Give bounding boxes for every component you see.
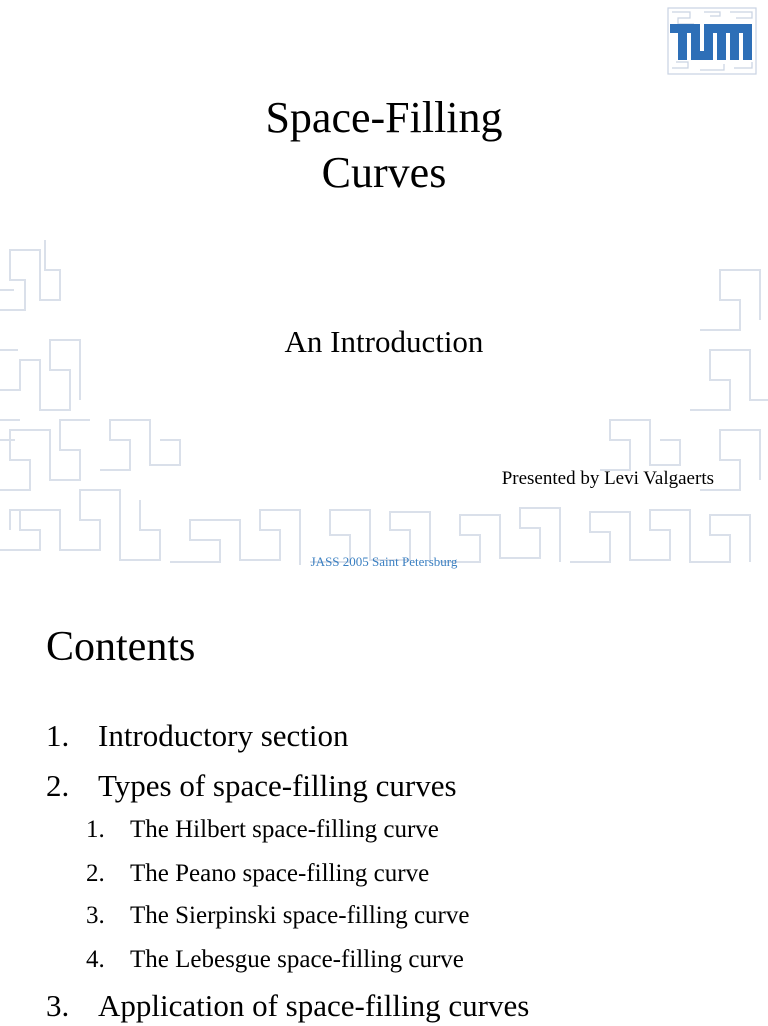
list-item-text: The Sierpinski space-filling curve xyxy=(130,902,470,929)
contents-slide xyxy=(0,578,768,1024)
slide-subtitle: An Introduction xyxy=(284,324,484,359)
list-item-number: 3. xyxy=(46,988,70,1023)
maze-background-pattern xyxy=(0,190,768,578)
list-item-number: 2. xyxy=(86,860,105,887)
list-item-text: Application of space-filling curves xyxy=(98,988,530,1023)
list-item-number: 2. xyxy=(46,768,70,803)
tum-logo-icon xyxy=(664,6,760,76)
contents-heading: Contents xyxy=(46,624,196,670)
slide-title-line2: Curves xyxy=(321,148,447,197)
list-item-number: 1. xyxy=(46,718,70,753)
list-item-text: Types of space-filling curves xyxy=(98,768,457,803)
list-item-text: Introductory section xyxy=(98,718,349,753)
list-item-text: The Hilbert space-filling curve xyxy=(130,816,439,843)
list-item-number: 4. xyxy=(86,946,105,973)
presenter-name: Presented by Levi Valgaerts xyxy=(501,468,714,489)
slide-title-line1: Space-Filling xyxy=(265,93,503,142)
list-item-number: 3. xyxy=(86,902,105,929)
list-item-number: 1. xyxy=(86,816,105,843)
list-item-text: The Peano space-filling curve xyxy=(130,860,430,887)
slide-footer: JASS 2005 Saint Petersburg xyxy=(310,554,458,569)
list-item-text: The Lebesgue space-filling curve xyxy=(130,946,464,973)
